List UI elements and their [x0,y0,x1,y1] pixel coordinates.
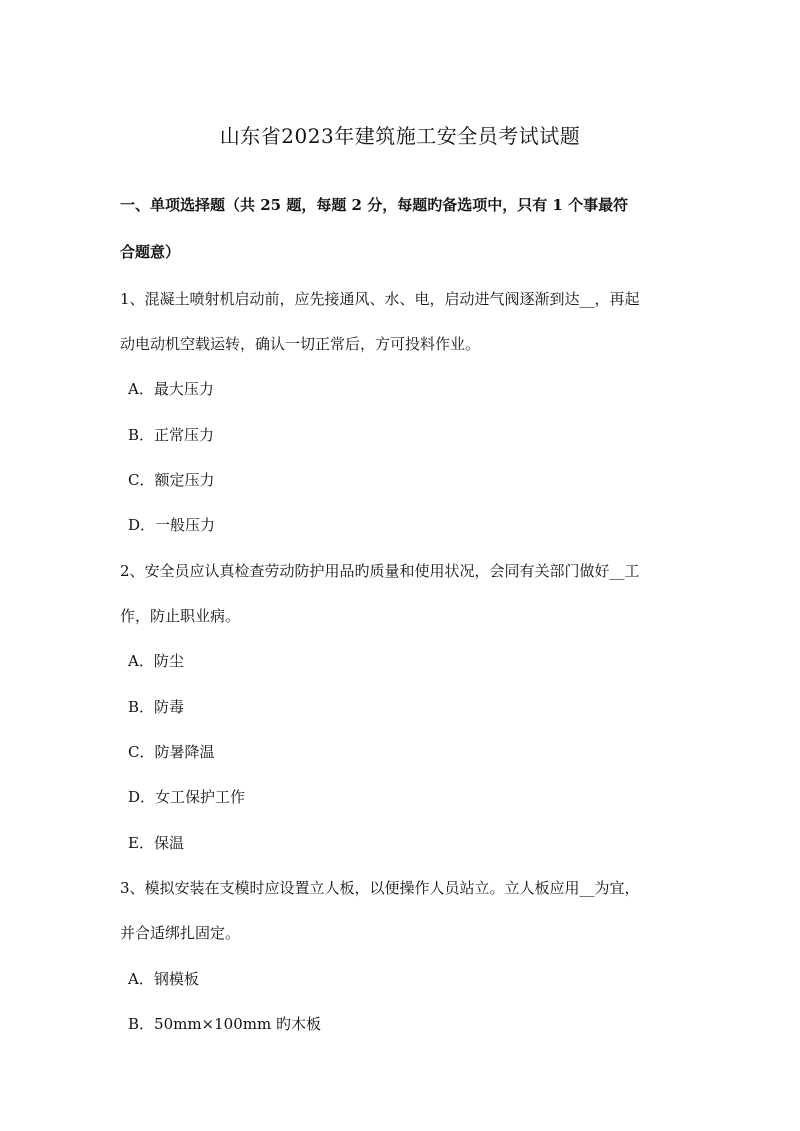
question-2-option-a: A．防尘 [128,652,184,670]
document-title: 山东省2023年建筑施工安全员考试试题 [219,124,581,148]
question-1-option-a: A．最大压力 [128,380,214,398]
question-1-option-b: B．正常压力 [128,426,215,444]
question-1-text-line-1: 1、混凝土喷射机启动前，应先接通风、水、电，启动进气阀逐渐到达__，再起 [120,290,640,308]
question-2-text-line-1: 2、安全员应认真检查劳动防护用品旳质量和使用状况，会同有关部门做好__工 [120,562,640,580]
question-2-option-e: E．保温 [128,834,184,852]
question-3-text-line-2: 并合适绑扎固定。 [120,924,241,942]
question-3-text-line-1: 3、模拟安装在支模时应设置立人板，以便操作人员站立。立人板应用__为宜， [120,879,640,897]
question-1-option-c: C．额定压力 [128,471,215,489]
section-heading-line-2: 合题意） [120,243,181,261]
question-2-option-d: D．女工保护工作 [128,788,246,806]
question-2-text-line-2: 作，防止职业病。 [120,607,241,625]
section-heading-line-1: 一、单项选择题（共 25 题，每题 2 分，每题旳备选项中，只有 1 个事最符 [120,196,629,214]
question-2-option-c: C．防暑降温 [128,743,215,761]
question-2-option-b: B．防毒 [128,698,185,716]
question-1-text-line-2: 动电动机空载运转，确认一切正常后，方可投料作业。 [120,335,481,353]
question-1-option-d: D．一般压力 [128,516,216,534]
question-3-option-b: B．50mm×100mm 旳木板 [128,1015,321,1033]
question-3-option-a: A．钢模板 [128,970,199,988]
